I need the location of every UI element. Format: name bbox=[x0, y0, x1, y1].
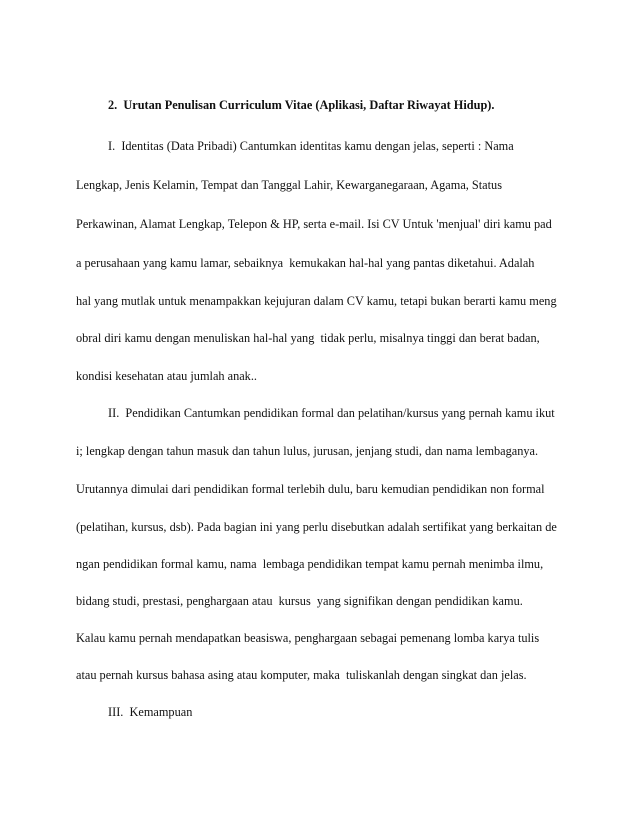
paragraph-line: Urutannya dimulai dari pendidikan formal terlebih dulu, baru kemudian pendidikan non formal bbox=[76, 482, 545, 496]
section-subheading: III. Kemampuan bbox=[108, 705, 193, 719]
paragraph-line: I. Identitas (Data Pribadi) Cantumkan identitas kamu dengan jelas, seperti : Nama bbox=[108, 139, 514, 153]
paragraph-line: Kalau kamu pernah mendapatkan beasiswa, penghargaan sebagai pemenang lomba karya tulis bbox=[76, 631, 540, 645]
paragraph-line: obral diri kamu dengan menuliskan hal-hal yang tidak perlu, misalnya tinggi dan berat badan, bbox=[76, 331, 540, 345]
paragraph-line: Lengkap, Jenis Kelamin, Tempat dan Tanggal Lahir, Kewarganegaraan, Agama, Status bbox=[76, 178, 502, 192]
paragraph-line: hal yang mutlak untuk menampakkan kejujuran dalam CV kamu, tetapi bukan berarti kamu meng bbox=[76, 294, 557, 308]
paragraph-line: atau pernah kursus bahasa asing atau komputer, maka tuliskanlah dengan singkat dan jelas. bbox=[76, 668, 527, 682]
paragraph-line: II. Pendidikan Cantumkan pendidikan formal dan pelatihan/kursus yang pernah kamu ikut bbox=[108, 406, 555, 420]
paragraph-line: i; lengkap dengan tahun masuk dan tahun lulus, jurusan, jenjang studi, dan nama lembaganya. bbox=[76, 444, 539, 458]
paragraph-line: ngan pendidikan formal kamu, nama lembaga pendidikan tempat kamu pernah menimba ilmu, bbox=[76, 557, 544, 571]
paragraph-line: (pelatihan, kursus, dsb). Pada bagian ini yang perlu disebutkan adalah sertifikat yang berkaitan de bbox=[76, 520, 557, 534]
paragraph-line: kondisi kesehatan atau jumlah anak.. bbox=[76, 369, 257, 383]
paragraph-line: a perusahaan yang kamu lamar, sebaiknya kemukakan hal-hal yang pantas diketahui. Adalah bbox=[76, 256, 535, 270]
paragraph-line: bidang studi, prestasi, penghargaan atau kursus yang signifikan dengan pendidikan kamu. bbox=[76, 594, 523, 608]
paragraph-line: Perkawinan, Alamat Lengkap, Telepon & HP, serta e-mail. Isi CV Untuk 'menjual' diri kamu pad bbox=[76, 217, 552, 231]
section-heading: 2. Urutan Penulisan Curriculum Vitae (Aplikasi, Daftar Riwayat Hidup). bbox=[108, 98, 495, 112]
